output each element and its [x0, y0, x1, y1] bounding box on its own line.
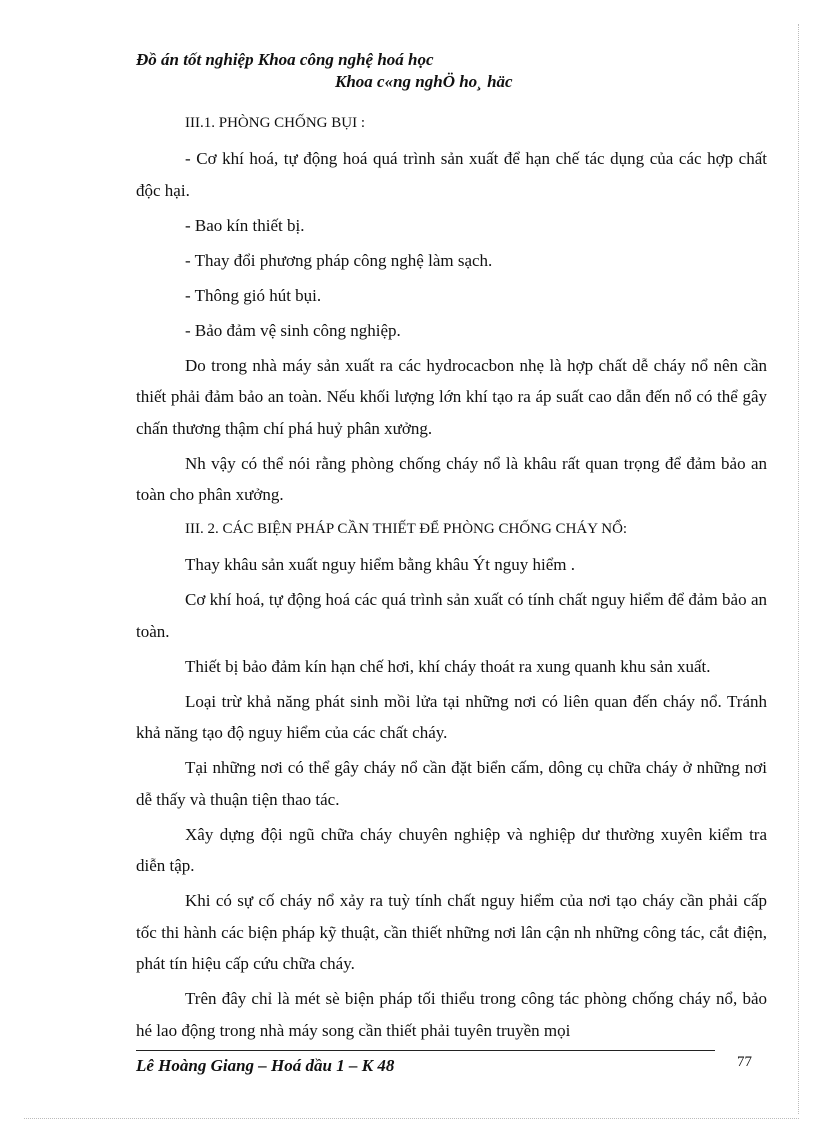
document-body: [136, 108, 767, 1046]
paragraph: - Cơ khí hoá, tự động hoá quá trình sản xuất để hạn chế tác dụng của các hợp chất độc hại.: [136, 149, 767, 200]
paragraph: - Thay đổi phương pháp công nghệ làm sạch.: [185, 250, 493, 270]
paragraph: Thiết bị bảo đảm kín hạn chế hơi, khí cháy thoát ra xung quanh khu sản xuất.: [185, 656, 711, 676]
paragraph: - Thông gió hút bụi.: [185, 285, 322, 305]
paragraph: Do trong nhà máy sản xuất ra các hydrocacbon nhẹ là hợp chất dễ cháy nổ nên cần thiết phải đảm bảo an toàn. Nếu khối lượng lớn khí tạo ra áp suất cao dẫn đến nổ có thể gây chấn thương thậm chí phá huỷ phân xưởng.: [136, 355, 767, 438]
paragraph: - Bao kín thiết bị.: [185, 215, 305, 235]
paragraph: Tại những nơi có thể gây cháy nổ cần đặt biển cấm, dông cụ chữa cháy ở những nơi dễ thấy và thuận tiện thao tác.: [136, 758, 767, 809]
header-title: Đồ án tốt nghiệp Khoa công nghệ hoá học: [136, 50, 434, 69]
paragraph: Thay khâu sản xuất nguy hiểm bằng khâu Ýt nguy hiểm .: [185, 555, 575, 574]
section-heading-dust-prevention: III.1. PHÒNG CHỐNG BỤI :: [185, 115, 365, 131]
paragraph: Nh vậy có thể nói rằng phòng chống cháy nổ là khâu rất quan trọng để đảm bảo an toàn cho phân xưởng.: [136, 453, 767, 504]
page-edge-bottom: [24, 1118, 799, 1120]
paragraph: Loại trừ khả năng phát sinh mồi lửa tại những nơi có liên quan đến cháy nổ. Tránh khả năng tạo độ nguy hiểm của các chất cháy.: [136, 691, 767, 742]
paragraph: Xây dựng đội ngũ chữa cháy chuyên nghiệp và nghiệp dư thường xuyên kiểm tra diễn tập.: [136, 824, 767, 875]
footer-divider: [136, 1050, 715, 1051]
paragraph: Cơ khí hoá, tự động hoá các quá trình sản xuất có tính chất nguy hiểm để đảm bảo an toàn.: [136, 590, 767, 641]
paragraph: Khi có sự cố cháy nổ xảy ra tuỳ tính chất nguy hiểm của nơi tạo cháy cần phải cấp tốc thi hành các biện pháp kỹ thuật, cần thiết những nơi lân cận nh những công tác, cắt điện, phát tín hiệu cấp cứu chữa cháy.: [136, 891, 767, 973]
footer-author: Lê Hoàng Giang – Hoá dầu 1 – K 48: [136, 1056, 395, 1075]
page-number: 77: [737, 1054, 752, 1070]
page-edge-right: [794, 24, 799, 1114]
header-subtitle: Khoa c«ng nghÖ ho¸ häc: [335, 72, 513, 91]
paragraph: Trên đây chỉ là mét sè biện pháp tối thiểu trong công tác phòng chống cháy nổ, bảo hé lao động trong nhà máy song cần thiết phải tuyên truyền mọi: [136, 989, 767, 1040]
section-heading-fire-prevention: III. 2. CÁC BIỆN PHÁP CẦN THIẾT ĐỂ PHÒNG CHỐNG CHÁY NỔ:: [185, 521, 628, 537]
paragraph: - Bảo đảm vệ sinh công nghiệp.: [185, 320, 401, 340]
